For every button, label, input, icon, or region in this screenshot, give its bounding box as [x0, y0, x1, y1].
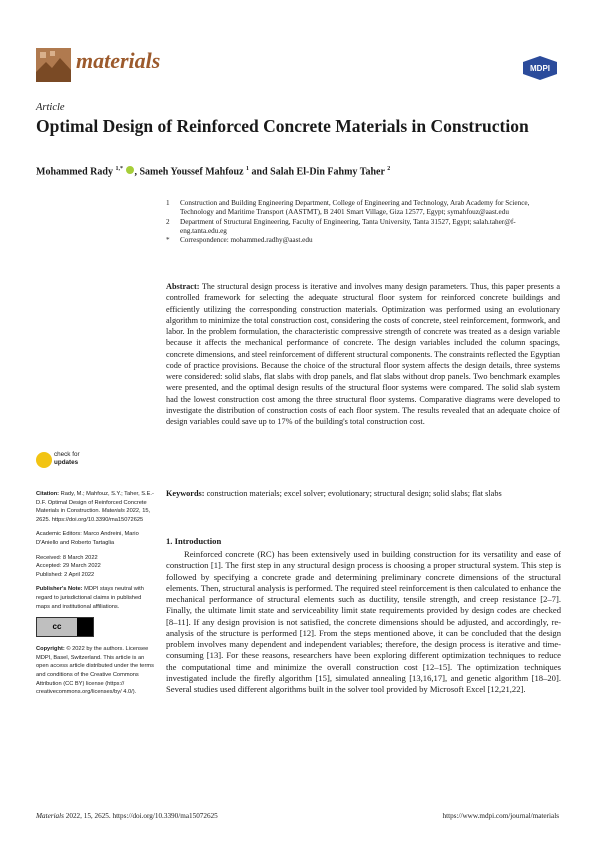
by-icon: [77, 618, 93, 636]
page-footer: [36, 812, 559, 820]
accepted-date: Accepted: 29 March 2022: [36, 563, 101, 570]
journal-name: materials: [76, 48, 161, 73]
journal-header: [36, 44, 559, 86]
copyright-label: Copyright:: [36, 646, 65, 653]
affiliation-item: [166, 199, 561, 218]
author-affil-mark: 1,*: [115, 166, 123, 172]
check-updates-line2: updates: [54, 458, 79, 466]
abstract-text: The structural design process is iterative and involves many design parameters. Thus, this paper presents a controlled framework for selecting the adequate structural floor system for reinforced concrete buildings and efficiently utilizing the corresponding construction materials. Optimization was performed using an evolutionary algorithm to minimize the total construction cost, considering the costs of concrete, steel reinforcement, formwork, and labor. In the problem formulation, the characteristic compressive strength of concrete was treated as a design variable because it affects the mechanical performance of concrete. The design variables included the column spacings, concrete dimensions, and steel reinforcement of different structural components. The constraints reflected the Egyptian code of practice provisions. Because the choice of the structural floor system affects the design details, three systems were considered: solid slabs, flat slabs with drop panels, and flat slabs without drop panels. Two benchmark examples were presented, and the optimal design results of the structural floor systems were compared. The solid slab system had the lowest construction cost among the three structural floor systems. Comparative diagrams were developed to investigate the distribution of construction costs of each floor system. The results revealed that an adequate choice of design variables could save up to 17% of the building's total construction cost.: [166, 282, 560, 426]
published-date: Published: 2 April 2022: [36, 571, 95, 578]
footer-journal: Materials: [36, 812, 64, 820]
citation-label: Citation:: [36, 491, 60, 497]
cc-by-license-icon[interactable]: [36, 617, 94, 637]
author-name[interactable]: and Salah El-Din Fahmy Taher: [251, 166, 385, 178]
citation-journal: Materials: [100, 508, 125, 515]
citation-doi[interactable]: 2022, 15, 2625. https://doi.org/10.3390/ma15072625: [36, 508, 151, 523]
affiliation-marker: 2: [166, 217, 170, 226]
keywords-text: construction materials; excel solver; evolutionary; structural design; solid slabs; flat slabs: [204, 489, 502, 498]
sidebar: [36, 446, 154, 703]
check-updates-line1: check for: [54, 451, 80, 458]
copyright-block: [36, 645, 154, 697]
footer-citation[interactable]: 2022, 15, 2625. https://doi.org/10.3390/ma15072625: [63, 812, 218, 820]
received-date: Received: 8 March 2022: [36, 554, 98, 561]
abstract: [166, 281, 560, 427]
affiliation-text: Department of Structural Engineering, Faculty of Engineering, Tanta University, Tanta 31527, Egypt; salah.taher@f-eng.tanta.edu.eg: [180, 217, 516, 235]
cc-label: cc: [37, 618, 77, 636]
affiliations: [166, 199, 561, 245]
citation-text: Rady, M.; Mahfouz, S.Y.; Taher, S.E.-D.F. Optimal Design of Reinforced Concrete Materials in Construction.: [36, 491, 154, 515]
author-affil-mark: 2: [387, 166, 391, 172]
affiliation-item: [166, 218, 561, 237]
academic-editors: Academic Editors: Marco Andreini, Mario D'Aniello and Roberto Tartaglia: [36, 531, 139, 546]
keywords: [166, 488, 560, 499]
affiliation-item: [166, 236, 561, 245]
abstract-label: Abstract:: [166, 282, 200, 291]
article-type: Article: [36, 102, 65, 113]
correspondence-text: Correspondence: mohammed.radhy@aast.edu: [180, 236, 313, 245]
keywords-label: Keywords:: [166, 489, 205, 498]
page-title: Optimal Design of Reinforced Concrete Materials in Construction: [36, 116, 529, 136]
materials-logo-icon: [36, 48, 71, 82]
check-updates-icon: [36, 452, 52, 468]
author-list: [36, 166, 556, 177]
author-affil-mark: 1: [246, 166, 250, 172]
publisher-note-text: MDPI stays neutral with regard to jurisdictional claims in published maps and institutional affiliations.: [36, 586, 144, 610]
publisher-note-label: Publisher's Note:: [36, 586, 83, 593]
author-name[interactable]: Mohammed Rady: [36, 166, 113, 178]
copyright-text: © 2022 by the authors. Licensee MDPI, Basel, Switzerland. This article is an open access article distributed under the terms and conditions of the Creative Commons Attribution (CC BY) license (https:// creativecommons.org/licenses/by/ 4.0/).: [36, 646, 154, 696]
mdpi-logo-icon: [523, 56, 557, 80]
affiliation-marker: *: [166, 236, 170, 245]
mdpi-logo-text: MDPI: [530, 64, 550, 73]
author-name[interactable]: , Sameh Youssef Mahfouz: [134, 166, 244, 178]
section-heading-introduction: 1. Introduction: [166, 536, 222, 546]
footer-journal-url[interactable]: https://www.mdpi.com/journal/materials: [442, 812, 559, 820]
publisher-note: [36, 585, 154, 611]
citation-block: [36, 490, 154, 524]
affiliation-marker: 1: [166, 199, 170, 207]
introduction-paragraph: Reinforced concrete (RC) has been extensively used in building construction for its versatility and ease of construction [1]. The first step in any structural design process is choosing a proper structural system. This step is followed by specifying a concrete grade and determining preliminary concrete dimensions of the structural elements. Then, structural analysis is performed. The required steel reinforcement is then calculated to enhance the mechanical performance of structural elements such as ductility, tensile strength, and creep resistance [2–7]. Finally, the ultimate limit state and serviceability limit state requirements provided by design codes are checked [8–11]. If any design provision is not satisfied, the concrete dimensions should be adjusted, and accordingly, re-analysis of the structure is performed [12]. From the steps mentioned above, it can be concluded that the design problem involves many dependent and independent variables; therefore, the design process is iterative and time-consuming [13]. For these reasons, researchers have been exploring different optimization techniques to reduce the computational time and minimize the overall construction cost [12–15]. The optimization techniques investigated include the firefly algorithm [15], simulated annealing [13,16,17], and genetic algorithm [18–20]. Several studies used different algorithms built in the solver tool provided by Microsoft Excel [12,21,22].: [166, 549, 561, 694]
affiliation-text: Construction and Building Engineering Department, College of Engineering and Technology, Arab Academy for Science, Technology and Maritime Transport (AASTMT), B 2401 Smart Village, Giza 12577, Egypt; symahfouz@aast.edu: [180, 199, 530, 217]
check-for-updates-button[interactable]: [36, 446, 154, 478]
